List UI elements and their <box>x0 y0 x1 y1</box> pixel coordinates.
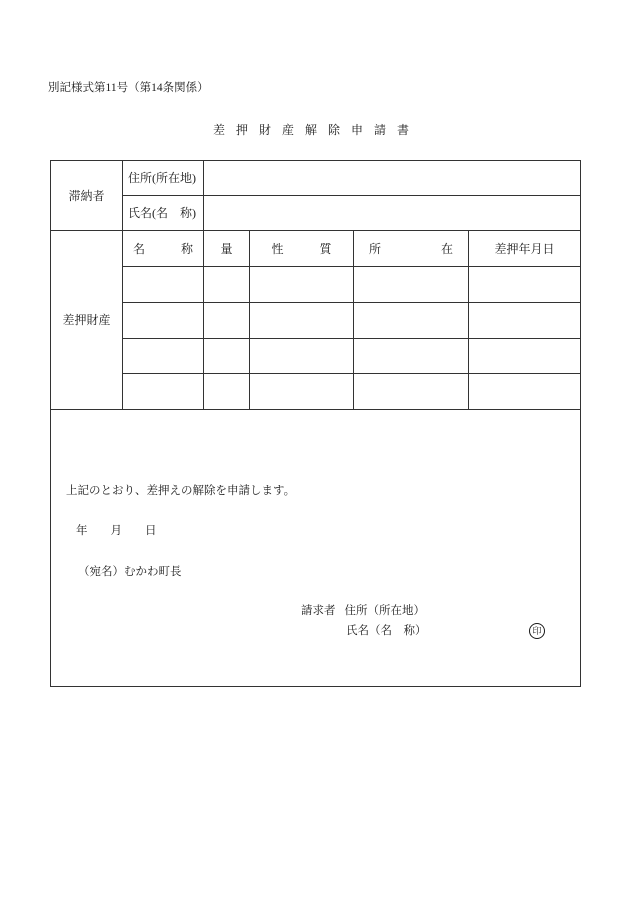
property-cell-name <box>123 303 204 339</box>
applicant-label: 請求者 <box>301 605 336 617</box>
delinquent-address-value <box>204 161 581 196</box>
property-cell-seizure-date <box>469 339 581 374</box>
property-cell-location <box>354 339 469 374</box>
property-row <box>51 339 581 374</box>
delinquent-name-value <box>204 196 581 231</box>
statement-section <box>51 410 581 687</box>
property-row <box>51 267 581 303</box>
delinquent-name-label: 氏名(名 称) <box>123 196 204 231</box>
delinquent-address-label: 住所(所在地) <box>123 161 204 196</box>
property-cell-quantity <box>204 339 250 374</box>
property-cell-name <box>123 267 204 303</box>
property-cell-seizure-date <box>469 374 581 410</box>
column-header-location: 所 在 <box>354 231 469 267</box>
property-cell-name <box>123 374 204 410</box>
applicant-address-label: 住所（所在地） <box>344 605 425 617</box>
statement-text: 上記のとおり、差押えの解除を申請します。 <box>66 485 296 497</box>
addressee: （宛名）むかわ町長 <box>78 566 182 578</box>
column-header-seizure-date: 差押年月日 <box>469 231 581 267</box>
date-line: 年 月 日 <box>76 525 157 537</box>
seized-property-label: 差押財産 <box>51 231 123 410</box>
property-cell-nature <box>250 267 354 303</box>
property-cell-nature <box>250 374 354 410</box>
property-cell-quantity <box>204 303 250 339</box>
application-form-table <box>50 160 581 687</box>
property-cell-quantity <box>204 267 250 303</box>
seal-mark-icon: 印 <box>529 623 545 639</box>
property-header-row <box>51 231 581 267</box>
form-number: 別記様式第11号（第14条関係） <box>48 82 209 94</box>
delinquent-label: 滞納者 <box>51 161 123 231</box>
property-cell-name <box>123 339 204 374</box>
property-cell-seizure-date <box>469 303 581 339</box>
column-header-name: 名 称 <box>123 231 204 267</box>
property-row <box>51 374 581 410</box>
property-cell-nature <box>250 303 354 339</box>
applicant-name-label: 氏名（名 称） <box>346 625 427 637</box>
column-header-nature: 性 質 <box>250 231 354 267</box>
applicant-line <box>301 604 425 618</box>
column-header-quantity: 量 <box>204 231 250 267</box>
document-title: 差 押 財 産 解 除 申 請 書 <box>213 123 414 137</box>
property-row <box>51 303 581 339</box>
property-cell-location <box>354 267 469 303</box>
property-cell-location <box>354 374 469 410</box>
property-cell-location <box>354 303 469 339</box>
property-cell-quantity <box>204 374 250 410</box>
property-cell-nature <box>250 339 354 374</box>
property-cell-seizure-date <box>469 267 581 303</box>
